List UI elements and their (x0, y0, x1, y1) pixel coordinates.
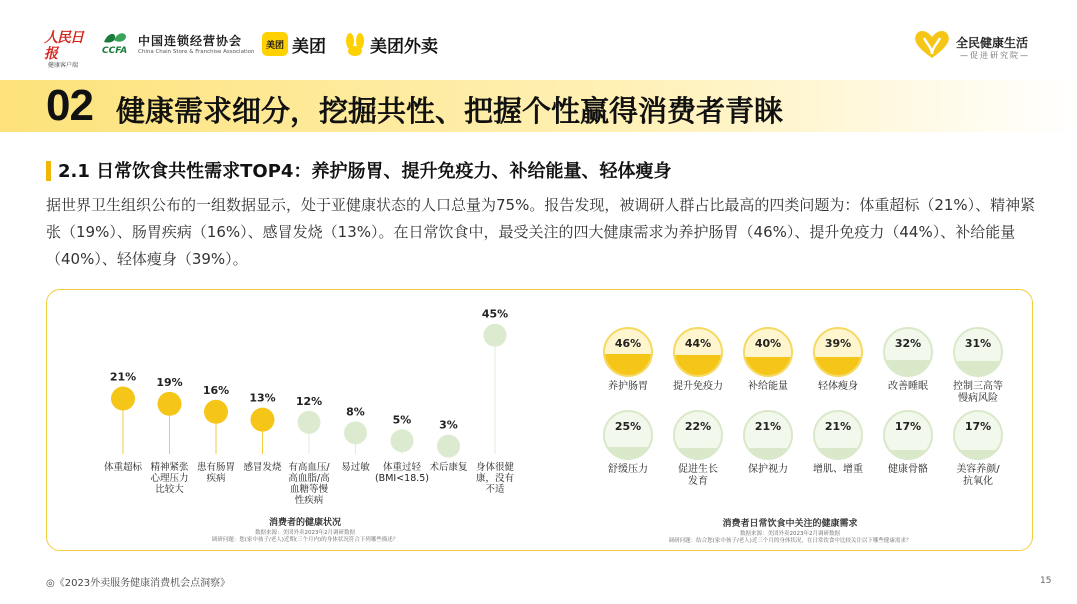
need-bubble (808, 410, 868, 476)
people-daily-logo (44, 30, 92, 69)
section-subtitle: 2.1 日常饮食共性需求TOP4：养护肠胃、提升免疫力、补给能量、轻体瘦身 (58, 161, 672, 182)
lollipop-value-label: 13% (249, 391, 276, 405)
right-chart-caption: 消费者日常饮食中关注的健康需求 (722, 519, 858, 529)
left-chart-source: 数据来源：美团外卖2023年2月调研数据 (255, 530, 355, 536)
lollipop-value-label: 45% (481, 307, 509, 321)
lollipop-dot (484, 324, 507, 347)
lollipop-dot (391, 429, 414, 452)
need-bubble-fill (605, 447, 651, 459)
lollipop-value-label: 5% (392, 413, 412, 427)
need-bubble-value: 44% (684, 337, 712, 350)
need-bubble-circle (743, 410, 793, 460)
need-bubble-label: 促进生长 发育 (678, 464, 718, 487)
need-bubble-value: 46% (614, 337, 642, 350)
need-bubble-label: 增肌、增重 (813, 464, 863, 475)
need-bubble-fill (605, 354, 651, 375)
need-bubble (948, 327, 1008, 405)
need-bubble-fill (815, 357, 861, 375)
lollipop-dot (298, 411, 321, 434)
need-bubble-value: 21% (824, 420, 852, 433)
lollipop-value-label: 16% (202, 383, 230, 397)
need-bubble-label: 提升免疫力 (673, 381, 723, 392)
lollipop-dot (111, 387, 135, 411)
need-bubble-fill (885, 360, 931, 375)
need-bubble-value: 17% (894, 420, 922, 433)
need-bubble (598, 410, 658, 476)
need-bubble-circle (883, 327, 933, 377)
need-bubble-circle (673, 410, 723, 460)
need-bubble-value: 22% (684, 420, 712, 433)
need-bubble (738, 410, 798, 476)
need-bubble-label: 养护肠胃 (608, 381, 648, 392)
lollipop-value-label: 3% (439, 418, 458, 432)
kangaroo-ears-icon (344, 32, 366, 56)
need-bubble (878, 410, 938, 476)
need-bubble-label: 改善睡眠 (888, 381, 928, 392)
people-daily-sub: 健康客户端 (48, 62, 79, 69)
need-bubble-value: 31% (964, 337, 992, 350)
need-bubble-circle (883, 410, 933, 460)
need-bubble-label: 美容养颜/ 抗氧化 (956, 464, 1000, 487)
need-bubble-circle (953, 410, 1003, 460)
need-bubble-label: 保护视力 (748, 464, 788, 475)
meituan-waimai-name: 美团外卖 (370, 36, 438, 57)
need-bubble-value: 21% (754, 420, 782, 433)
lollipop-category-label: 精神紧张心理压力比较大 (150, 462, 189, 495)
need-bubble-value: 40% (754, 337, 782, 350)
need-bubble-fill (815, 448, 861, 458)
need-bubble-fill (675, 448, 721, 458)
need-bubble (878, 327, 938, 393)
header-logos (0, 0, 1077, 80)
right-chart-question: 调研问题：结合您(家中孩子/老人)近三个月的身体状况，在日常饮食中比较关注以下哪些健康需求？ (668, 538, 912, 544)
need-bubble-value: 25% (614, 420, 642, 433)
page-title: 健康需求细分，挖掘共性、把握个性赢得消费者青睐 (116, 94, 784, 128)
need-bubble-label: 轻体瘦身 (818, 381, 858, 392)
need-bubble-circle (813, 327, 863, 377)
need-bubble-fill (955, 361, 1001, 375)
need-bubble-circle (603, 410, 653, 460)
need-bubble-fill (745, 448, 791, 458)
left-chart-caption: 消费者的健康状况 (268, 518, 341, 528)
ccfa-logo (100, 28, 260, 62)
lollipop-dot (158, 392, 182, 416)
lollipop-value-label: 8% (346, 405, 365, 419)
lollipop-category-label: 术后康复 (429, 462, 468, 473)
qm-health-logo (912, 28, 1042, 62)
lollipop-dot (251, 408, 275, 432)
lollipop-dot (204, 400, 228, 424)
need-bubble-label: 补给能量 (748, 381, 788, 392)
qm-title: 全民健康生活 (956, 36, 1029, 50)
page-number: 15 (1040, 576, 1052, 586)
need-bubble (738, 327, 798, 393)
lollipop-category-label: 有高血压/高血脂/高血糖等慢性疾病 (288, 462, 330, 506)
lollipop-category-label: 易过敏 (341, 462, 370, 473)
lollipop-value-label: 12% (295, 394, 323, 408)
need-bubble (948, 410, 1008, 488)
qm-subtitle: —促进研究院— (960, 51, 1030, 60)
need-bubble-value: 39% (824, 337, 852, 350)
need-bubble (668, 327, 728, 393)
right-chart-source: 数据来源：美团外卖2023年2月调研数据 (740, 531, 840, 537)
need-bubble-circle (743, 327, 793, 377)
need-bubble-label: 健康骨骼 (888, 464, 928, 475)
meituan-logo (262, 31, 326, 57)
title-band (0, 80, 1077, 132)
lollipop-value-label: 19% (156, 375, 183, 389)
ccfa-leaf-icon (102, 30, 128, 46)
need-bubble-fill (885, 450, 931, 458)
report-footer: ◎《2023外卖服务健康消费机会点洞察》 (46, 578, 231, 589)
ccfa-name-cn: 中国连锁经营协会 (138, 34, 243, 48)
lollipop-category-label: 身体很健康，没有不适 (475, 462, 515, 495)
summary-paragraph: 据世界卫生组织公布的一组数据显示，处于亚健康状态的人口总量为75%。报告发现，被调研人群占比最高的四类问题为：体重超标（21%）、精神紧张（19%）、肠胃疾病（16%）、感冒发烧（13%）。在日常饮食中，最受关注的四大健康需求为养护肠胃（46%）、提升免疫力（44%）、补给能量（40%）、轻体瘦身（39%）。 (46, 196, 1036, 268)
need-bubble-circle (603, 327, 653, 377)
ccfa-name-en: China Chain Store & Franchise Association (138, 49, 255, 55)
need-bubble-label: 舒缓压力 (608, 464, 648, 475)
heart-icon (912, 28, 952, 60)
need-bubble-fill (745, 357, 791, 375)
people-daily-brand: 人民日报 (44, 30, 83, 62)
need-bubble (808, 327, 868, 393)
need-bubble (668, 410, 728, 488)
need-bubble-fill (955, 450, 1001, 458)
lollipop-category-label: 体重过轻(BMI<18.5) (374, 462, 430, 484)
need-bubble (598, 327, 658, 393)
lollipop-dot (344, 421, 367, 444)
lollipop-category-label: 感冒发烧 (243, 462, 282, 473)
lollipop-category-label: 体重超标 (103, 462, 143, 473)
need-bubble-fill (675, 355, 721, 375)
need-bubble-circle (673, 327, 723, 377)
need-bubble-circle (953, 327, 1003, 377)
need-bubble-value: 32% (894, 337, 922, 350)
left-chart-question: 调研问题：您(家中孩子/老人)近期(三个月内)的身体状况符合下列哪些描述？ (211, 537, 399, 543)
lollipop-value-label: 21% (109, 370, 137, 384)
meituan-badge: 美团 (262, 32, 288, 56)
lollipop-dot (437, 435, 460, 458)
need-bubble-circle (813, 410, 863, 460)
ccfa-mark-text: CCFA (102, 46, 128, 56)
meituan-waimai-logo (344, 31, 438, 57)
meituan-name: 美团 (292, 36, 326, 57)
need-bubble-label: 控制三高等 慢病风险 (953, 381, 1003, 404)
subtitle-accent-bar (46, 161, 51, 181)
section-number: 02 (46, 81, 93, 130)
need-bubble-value: 17% (964, 420, 992, 433)
health-status-chart (46, 289, 566, 551)
lollipop-category-label: 患有肠胃疾病 (196, 462, 236, 484)
